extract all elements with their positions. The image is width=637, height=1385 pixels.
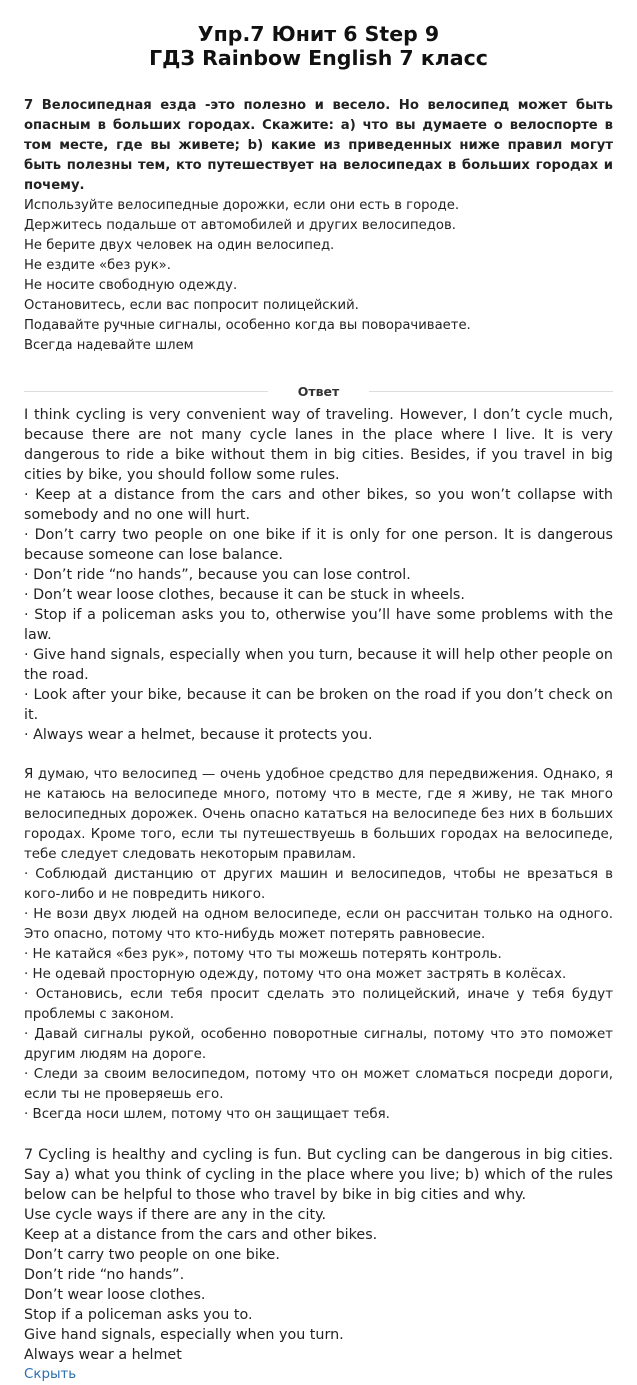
answer-separator xyxy=(24,384,613,399)
page-title xyxy=(24,0,613,70)
answer-russian xyxy=(24,765,613,1125)
original-english-task xyxy=(24,1145,613,1365)
original-en-intro: 7 Cycling is healthy and cycling is fun. But cycling can be dangerous in big cities. Say a) what you think of cycling in the place where you live; b) which of the rules below can be helpful to those who travel by bike in big cities and why. xyxy=(24,1147,613,1203)
task-rule: Держитесь подальше от автомобилей и других велосипедов. xyxy=(24,218,456,233)
original-en-rule: Keep at a distance from the cars and other bikes. xyxy=(24,1227,378,1243)
answer-ru-intro: Я думаю, что велосипед — очень удобное средство для передвижения. Однако, я не катаюсь на велосипеде много, потому что в месте, где я живу, не так много велосипедных дорожек. Очень опасно кататься на велосипеде без них в больших городах. Кроме того, если ты путешествуешь в больших городах на велосипеде, тебе следует следовать некоторым правилам. xyxy=(24,767,613,862)
answer-ru-item: · Не катайся «без рук», потому что ты можешь потерять контроль. xyxy=(24,947,502,962)
task-rule: Используйте велосипедные дорожки, если они есть в городе. xyxy=(24,198,460,213)
answer-en-item: · Look after your bike, because it can be broken on the road if you don’t check on it. xyxy=(24,687,613,723)
original-en-rule: Don’t ride “no hands”. xyxy=(24,1267,185,1283)
original-en-rule: Use cycle ways if there are any in the city. xyxy=(24,1207,327,1223)
answer-ru-item: · Давай сигналы рукой, особенно поворотные сигналы, потому что это поможет другим людям на дороге. xyxy=(24,1027,613,1062)
answer-heading: Ответ xyxy=(297,384,340,399)
hide-answer-link[interactable]: Скрыть xyxy=(24,1367,77,1382)
task-rule: Не ездите «без рук». xyxy=(24,258,171,273)
answer-en-item: · Don’t wear loose clothes, because it can be stuck in wheels. xyxy=(24,587,465,603)
task-block xyxy=(24,96,613,356)
answer-english xyxy=(24,405,613,745)
original-en-rule: Don’t carry two people on one bike. xyxy=(24,1247,280,1263)
spacer xyxy=(24,1125,613,1145)
answer-en-item: · Always wear a helmet, because it protects you. xyxy=(24,727,373,743)
original-en-rule: Always wear a helmet xyxy=(24,1347,182,1363)
task-intro: 7 Велосипедная езда -это полезно и весело. Но велосипед может быть опасным в больших городах. Скажите: а) что вы думаете о велоспорте в том месте, где вы живете; b) какие из приведенных ниже правил могут быть полезны тем, кто путешествует на велосипедах в больших городах и почему. xyxy=(24,98,613,193)
task-rule: Не носите свободную одежду. xyxy=(24,278,238,293)
title-line-2: ГДЗ Rainbow English 7 класс xyxy=(149,46,488,70)
answer-ru-item: · Не вози двух людей на одном велосипеде, если он рассчитан только на одного. Это опасно, потому что кто-нибудь может потерять равновесие. xyxy=(24,907,613,942)
task-rule: Подавайте ручные сигналы, особенно когда вы поворачиваете. xyxy=(24,318,471,333)
answer-ru-item: · Не одевай просторную одежду, потому что она может застрять в колёсах. xyxy=(24,967,567,982)
answer-ru-item: · Следи за своим велосипедом, потому что он может сломаться посреди дороги, если ты не проверяешь его. xyxy=(24,1067,613,1102)
answer-ru-item: · Всегда носи шлем, потому что он защищает тебя. xyxy=(24,1107,390,1122)
answer-en-intro: I think cycling is very convenient way of traveling. However, I don’t cycle much, because there are not many cycle lanes in the place where I live. It is very dangerous to ride a bike without them in big cities. Besides, if you travel in big cities by bike, you should follow some rules. xyxy=(24,407,613,483)
original-en-rule: Stop if a policeman asks you to. xyxy=(24,1307,253,1323)
answer-ru-item: · Соблюдай дистанцию от других машин и велосипедов, чтобы не врезаться в кого-либо и не повредить никого. xyxy=(24,867,613,902)
answer-en-item: · Don’t ride “no hands”, because you can lose control. xyxy=(24,567,411,583)
answer-en-item: · Keep at a distance from the cars and other bikes, so you won’t collapse with somebody and no one will hurt. xyxy=(24,487,613,523)
original-en-rule: Don’t wear loose clothes. xyxy=(24,1287,206,1303)
answer-en-item: · Give hand signals, especially when you turn, because it will help other people on the road. xyxy=(24,647,613,683)
title-line-1: Упр.7 Юнит 6 Step 9 xyxy=(197,22,440,46)
divider-left xyxy=(24,391,268,392)
original-en-rule: Give hand signals, especially when you turn. xyxy=(24,1327,344,1343)
task-rule: Всегда надевайте шлем xyxy=(24,338,194,353)
spacer xyxy=(24,745,613,765)
answer-en-item: · Stop if a policeman asks you to, otherwise you’ll have some problems with the law. xyxy=(24,607,613,643)
divider-right xyxy=(369,391,613,392)
task-rule: Остановитесь, если вас попросит полицейский. xyxy=(24,298,359,313)
answer-en-item: · Don’t carry two people on one bike if it is only for one person. It is dangerous because someone can lose balance. xyxy=(24,527,613,563)
answer-ru-item: · Остановись, если тебя просит сделать это полицейский, иначе у тебя будут проблемы с законом. xyxy=(24,987,613,1022)
task-rule: Не берите двух человек на один велосипед. xyxy=(24,238,335,253)
